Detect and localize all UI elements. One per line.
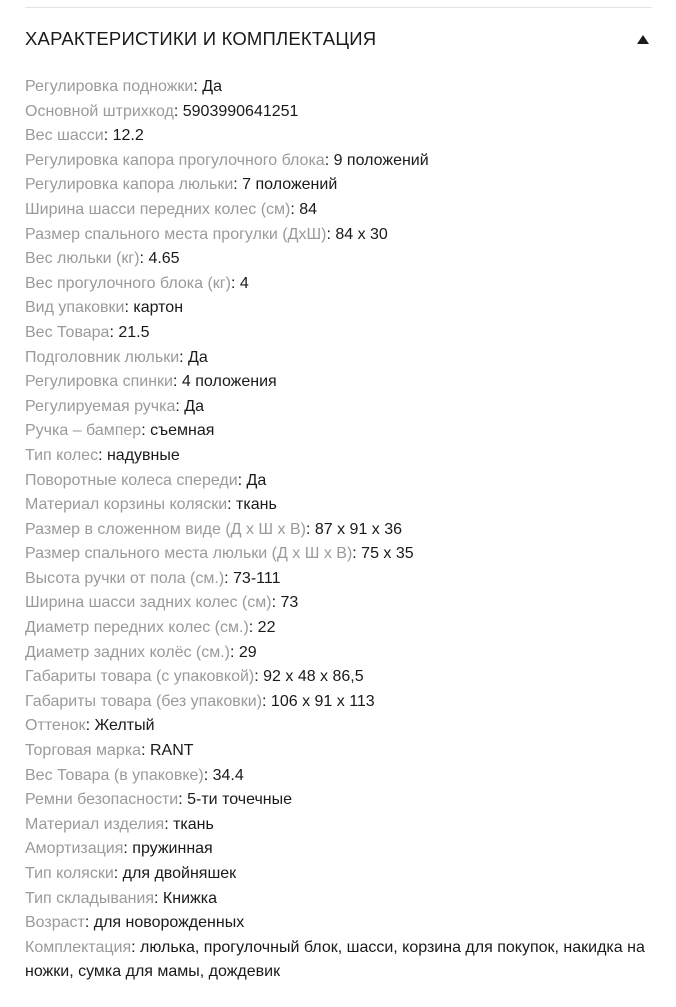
spec-row bbox=[25, 665, 652, 690]
specs-section-header[interactable] bbox=[25, 14, 652, 64]
spec-key: Регулировка капора прогулочного блока bbox=[25, 151, 325, 169]
spec-value: 5903990641251 bbox=[182, 102, 299, 120]
spec-separator: : bbox=[248, 619, 258, 637]
spec-separator: : bbox=[84, 914, 94, 932]
spec-key: Материал корзины коляски bbox=[25, 496, 228, 514]
spec-separator: : bbox=[178, 791, 188, 809]
spec-separator: : bbox=[326, 225, 336, 243]
spec-key: Ширина шасси передних колес (см) bbox=[25, 200, 291, 218]
spec-row bbox=[25, 247, 652, 272]
spec-value: картон bbox=[133, 299, 184, 317]
specs-section-title: ХАРАКТЕРИСТИКИ И КОМПЛЕКТАЦИЯ bbox=[25, 28, 377, 49]
spec-value: люлька, прогулочный блок, шасси, корзина для покупок, накидка на ножки, сумка для мамы, дождевик bbox=[25, 938, 645, 981]
spec-separator: : bbox=[179, 348, 189, 366]
spec-key: Материал изделия bbox=[25, 815, 165, 833]
spec-key: Торговая марка bbox=[25, 742, 142, 760]
spec-separator: : bbox=[85, 717, 95, 735]
spec-key: Подголовник люльки bbox=[25, 348, 180, 366]
spec-value: 34.4 bbox=[212, 766, 244, 784]
spec-separator: : bbox=[123, 840, 133, 858]
spec-value: 12.2 bbox=[112, 127, 144, 145]
spec-key: Вес шасси bbox=[25, 127, 104, 145]
spec-separator: : bbox=[230, 274, 240, 292]
spec-value: Желтый bbox=[94, 717, 155, 735]
spec-row bbox=[25, 223, 652, 248]
spec-row bbox=[25, 149, 652, 174]
spec-key: Размер спального места прогулки (ДхШ) bbox=[25, 225, 327, 243]
spec-row bbox=[25, 862, 652, 887]
spec-key: Ширина шасси задних колес (см) bbox=[25, 594, 272, 612]
spec-key: Поворотные колеса спереди bbox=[25, 471, 238, 489]
spec-separator: : bbox=[173, 102, 183, 120]
spec-key: Вес Товара bbox=[25, 323, 110, 341]
spec-value: 106 х 91 х 113 bbox=[270, 692, 375, 710]
spec-value: 75 х 35 bbox=[361, 545, 414, 563]
spec-value: для двойняшек bbox=[122, 865, 237, 882]
spec-key: Возраст bbox=[25, 914, 85, 932]
spec-key: Габариты товара (с упаковкой) bbox=[25, 668, 255, 686]
spec-key: Вид упаковки bbox=[25, 299, 125, 317]
spec-value: для новорожденных bbox=[93, 914, 245, 932]
spec-row bbox=[25, 813, 652, 838]
spec-key: Тип коляски bbox=[25, 865, 114, 882]
spec-value: RANT bbox=[149, 742, 194, 760]
top-divider bbox=[25, 7, 652, 8]
spec-row bbox=[25, 272, 652, 297]
spec-row bbox=[25, 591, 652, 616]
product-specs-page bbox=[0, 7, 676, 1007]
spec-separator: : bbox=[131, 938, 140, 956]
spec-row bbox=[25, 739, 652, 764]
spec-key: Основной штрихкод bbox=[25, 102, 174, 120]
spec-value: 84 х 30 bbox=[335, 225, 388, 243]
spec-value: 84 bbox=[299, 200, 318, 218]
spec-value: 73 bbox=[280, 594, 299, 612]
spec-row bbox=[25, 370, 652, 395]
spec-row bbox=[25, 837, 652, 862]
spec-row bbox=[25, 641, 652, 666]
spec-row bbox=[25, 75, 652, 100]
spec-separator: : bbox=[141, 742, 150, 760]
spec-key: Регулировка спинки bbox=[25, 373, 173, 391]
spec-value: 87 х 91 х 36 bbox=[314, 520, 403, 538]
spec-value: пружинная bbox=[132, 840, 213, 858]
spec-row bbox=[25, 469, 652, 494]
spec-separator: : bbox=[164, 815, 174, 833]
spec-row bbox=[25, 911, 652, 936]
spec-separator: : bbox=[103, 127, 113, 145]
spec-value: Да bbox=[184, 397, 204, 415]
spec-separator: : bbox=[271, 594, 281, 612]
spec-row bbox=[25, 690, 652, 715]
spec-row bbox=[25, 100, 652, 125]
spec-value: 4.65 bbox=[148, 250, 180, 268]
spec-separator: : bbox=[109, 323, 119, 341]
spec-separator: : bbox=[262, 692, 271, 710]
spec-row bbox=[25, 764, 652, 789]
spec-separator: : bbox=[203, 766, 213, 784]
spec-row bbox=[25, 616, 652, 641]
spec-value: Да bbox=[246, 471, 267, 489]
spec-row bbox=[25, 124, 652, 149]
spec-key: Ремни безопасности bbox=[25, 791, 179, 809]
spec-separator: : bbox=[141, 422, 151, 440]
spec-row bbox=[25, 567, 652, 592]
spec-row bbox=[25, 936, 645, 985]
spec-value: 4 bbox=[239, 274, 249, 292]
spec-separator: : bbox=[193, 78, 203, 95]
spec-key: Амортизация bbox=[25, 840, 124, 858]
spec-separator: : bbox=[113, 865, 123, 882]
spec-key: Тип складывания bbox=[25, 889, 155, 907]
spec-separator: : bbox=[290, 200, 300, 218]
spec-value: 92 х 48 х 86,5 bbox=[263, 668, 364, 686]
spec-value: надувные bbox=[106, 446, 180, 464]
spec-value: ткань bbox=[236, 496, 277, 514]
spec-row bbox=[25, 173, 652, 198]
spec-separator: : bbox=[98, 446, 107, 464]
spec-key: Высота ручки от пола (см.) bbox=[25, 569, 225, 587]
spec-key: Регулируемая ручка bbox=[25, 397, 176, 415]
spec-value: Да bbox=[188, 348, 208, 366]
triangle-up-icon[interactable] bbox=[637, 35, 649, 44]
spec-value: 9 положений bbox=[333, 151, 429, 169]
spec-separator: : bbox=[254, 668, 264, 686]
spec-row bbox=[25, 714, 652, 739]
spec-key: Оттенок bbox=[25, 717, 86, 735]
spec-separator: : bbox=[305, 520, 315, 538]
spec-separator: : bbox=[224, 569, 234, 587]
spec-separator: : bbox=[139, 250, 149, 268]
spec-row bbox=[25, 296, 652, 321]
specs-list bbox=[25, 75, 652, 985]
spec-key: Диаметр задних колёс (см.) bbox=[25, 643, 231, 661]
spec-row bbox=[25, 518, 652, 543]
spec-value: 22 bbox=[257, 619, 276, 637]
spec-separator: : bbox=[233, 176, 243, 194]
spec-key: Тип колес bbox=[25, 446, 99, 464]
spec-separator: : bbox=[175, 397, 185, 415]
spec-value: съемная bbox=[150, 422, 215, 440]
spec-key: Вес прогулочного блока (кг) bbox=[25, 274, 231, 292]
spec-row bbox=[25, 419, 652, 444]
spec-row bbox=[25, 493, 652, 518]
spec-value: 21.5 bbox=[118, 323, 150, 341]
spec-row bbox=[25, 542, 652, 567]
spec-row bbox=[25, 198, 652, 223]
spec-value: 4 положения bbox=[181, 373, 277, 391]
spec-value: ткань bbox=[173, 815, 214, 833]
spec-value: Книжка bbox=[162, 889, 217, 907]
spec-row bbox=[25, 788, 652, 813]
spec-key: Габариты товара (без упаковки) bbox=[25, 692, 263, 710]
spec-key: Вес люльки (кг) bbox=[25, 250, 140, 268]
spec-value: 5-ти точечные bbox=[187, 791, 293, 809]
spec-separator: : bbox=[154, 889, 163, 907]
spec-separator: : bbox=[227, 496, 237, 514]
spec-value: 7 положений bbox=[242, 176, 338, 194]
spec-separator: : bbox=[352, 545, 362, 563]
spec-key: Размер в сложенном виде (Д х Ш х В) bbox=[25, 520, 306, 538]
spec-row bbox=[25, 444, 652, 469]
spec-key: Диаметр передних колес (см.) bbox=[25, 619, 249, 637]
spec-separator: : bbox=[324, 151, 334, 169]
spec-row bbox=[25, 321, 652, 346]
spec-key: Комплектация bbox=[25, 938, 132, 956]
spec-value: 73-111 bbox=[233, 569, 281, 587]
spec-separator: : bbox=[173, 373, 182, 391]
spec-separator: : bbox=[230, 643, 239, 661]
spec-key: Регулировка подножки bbox=[25, 78, 194, 95]
spec-key: Регулировка капора люльки bbox=[25, 176, 234, 194]
spec-key: Размер спального места люльки (Д х Ш х В) bbox=[25, 545, 353, 563]
spec-row bbox=[25, 346, 652, 371]
spec-value: Да bbox=[202, 78, 222, 95]
spec-row bbox=[25, 887, 652, 912]
spec-key: Вес Товара (в упаковке) bbox=[25, 766, 204, 784]
spec-key: Ручка – бампер bbox=[25, 422, 142, 440]
spec-value: 29 bbox=[238, 643, 257, 661]
spec-separator: : bbox=[124, 299, 134, 317]
spec-separator: : bbox=[237, 471, 247, 489]
spec-row bbox=[25, 395, 652, 420]
